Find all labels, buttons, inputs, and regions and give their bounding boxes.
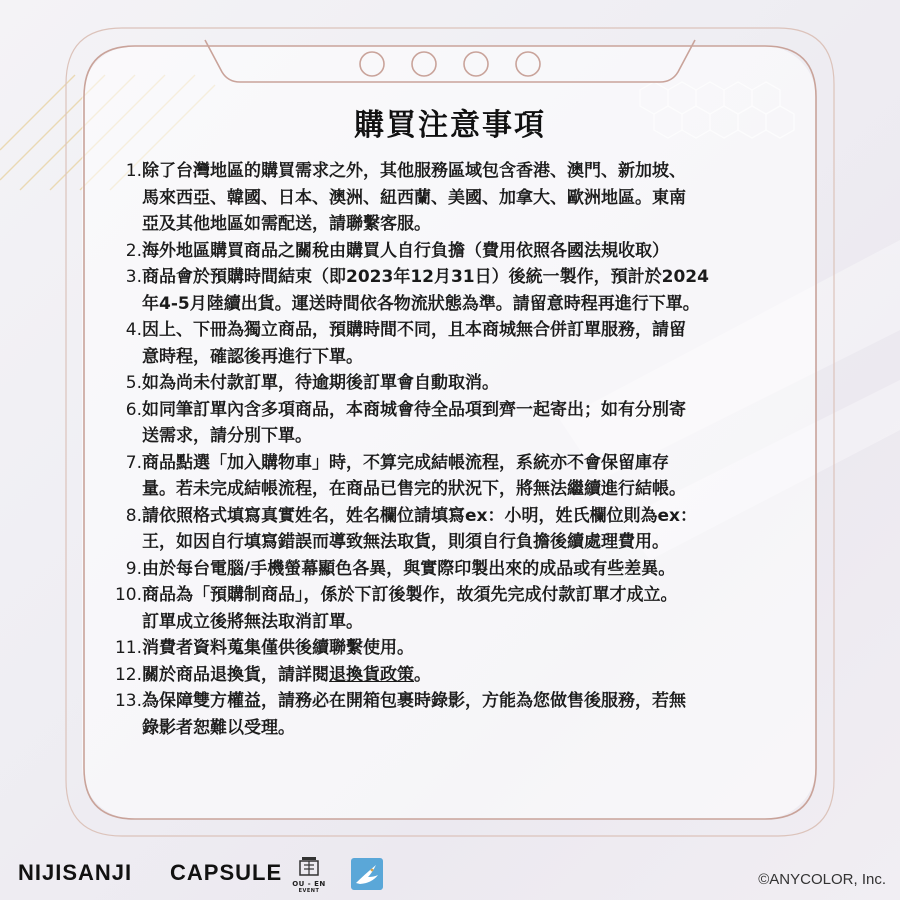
list-item	[110, 688, 800, 741]
item-number: 13.	[114, 691, 142, 711]
event-logo	[286, 852, 332, 896]
item-number: 11.	[114, 638, 142, 658]
item-number: 6.	[125, 399, 142, 420]
item-number: 5.	[125, 373, 142, 393]
item-text-end: 。	[414, 664, 431, 685]
bird-icon	[350, 857, 384, 891]
list-item	[110, 264, 800, 317]
list-item	[110, 158, 800, 238]
list-item	[110, 450, 800, 503]
item-text: 海外地區購買商品之關稅由購買人自行負擔（費用依照各國法規收取）	[142, 240, 669, 261]
item-text: 由於每台電腦/手機螢幕顯色各異，與實際印製出來的成品或有些差異。	[142, 558, 676, 579]
list-item	[110, 238, 800, 265]
return-policy-link[interactable]: 退換貨政策	[329, 664, 414, 685]
nijisanji-logo: NIJISANJI	[18, 860, 133, 885]
list-item	[110, 397, 800, 450]
item-text: 商品為「預購制商品」，係於下訂後製作，故須先完成付款訂單才成立。 訂單成立後將無法取消訂單。	[142, 585, 678, 632]
item-number: 2.	[125, 240, 142, 261]
list-item	[110, 317, 800, 370]
item-number: 12.	[114, 664, 142, 685]
item-text: 除了台灣地區的購買需求之外，其他服務區域包含香港、澳門、新加坡、 馬來西亞、韓國、日本、澳洲、紐西蘭、美國、加拿大、歐洲地區。東南 亞及其他地區如需配送，請聯繫客服。	[142, 161, 686, 234]
shrine-icon	[286, 852, 332, 882]
item-text: 如同筆訂單內含多項商品，本商城會待全品項到齊一起寄出；如有分別寄 送需求，請分別下單。	[142, 399, 686, 446]
item-text: 商品點選「加入購物車」時，不算完成結帳流程，系統亦不會保留庫存 量。若未完成結帳流程，在商品已售完的狀況下，將無法繼續進行結帳。	[142, 452, 686, 499]
capsule-logo: CAPSULE	[170, 860, 283, 885]
event-logo-text: OU - EN	[292, 880, 326, 888]
list-item	[110, 662, 800, 689]
item-text: 消費者資料蒐集僅供後續聯繫使用。	[142, 638, 414, 658]
list-item	[110, 370, 800, 397]
item-number: 9.	[125, 558, 142, 579]
bird-logo	[350, 857, 384, 891]
item-number: 10.	[114, 585, 142, 605]
item-number: 1.	[125, 161, 142, 181]
list-item	[110, 503, 800, 556]
notice-title: 購買注意事項	[354, 108, 546, 143]
item-text: 為保障雙方權益，請務必在開箱包裹時錄影，方能為您做售後服務，若無 錄影者恕難以受理。	[142, 691, 686, 738]
item-number: 4.	[125, 320, 142, 340]
copyright-text: ©ANYCOLOR, Inc.	[758, 871, 886, 888]
event-logo-subtext: EVENT	[298, 888, 320, 894]
item-number: 7.	[125, 452, 142, 473]
item-text: 因上、下冊為獨立商品，預購時間不同，且本商城無合併訂單服務，請留 意時程，確認後再進行下單。	[142, 320, 686, 367]
list-item	[110, 556, 800, 583]
item-text: 請依照格式填寫真實姓名，姓名欄位請填寫ex：小明，姓氏欄位則為ex： 王，如因自行填寫錯誤而導致無法取貨，則須自行負擔後續處理費用。	[142, 505, 697, 552]
item-number: 3.	[125, 267, 142, 287]
list-item	[110, 582, 800, 635]
item-text	[142, 662, 800, 689]
item-text-lead: 關於商品退換貨，請詳閱	[142, 664, 329, 685]
item-text: 商品會於預購時間結束（即2023年12月31日）後統一製作，預計於2024 年4-5月陸續出貨。運送時間依各物流狀態為準。請留意時程再進行下單。	[142, 267, 709, 314]
item-text: 如為尚未付款訂單，待逾期後訂單會自動取消。	[142, 373, 499, 393]
notice-list	[110, 158, 800, 741]
list-item	[110, 635, 800, 662]
item-number: 8.	[125, 505, 142, 526]
footer	[0, 840, 900, 900]
